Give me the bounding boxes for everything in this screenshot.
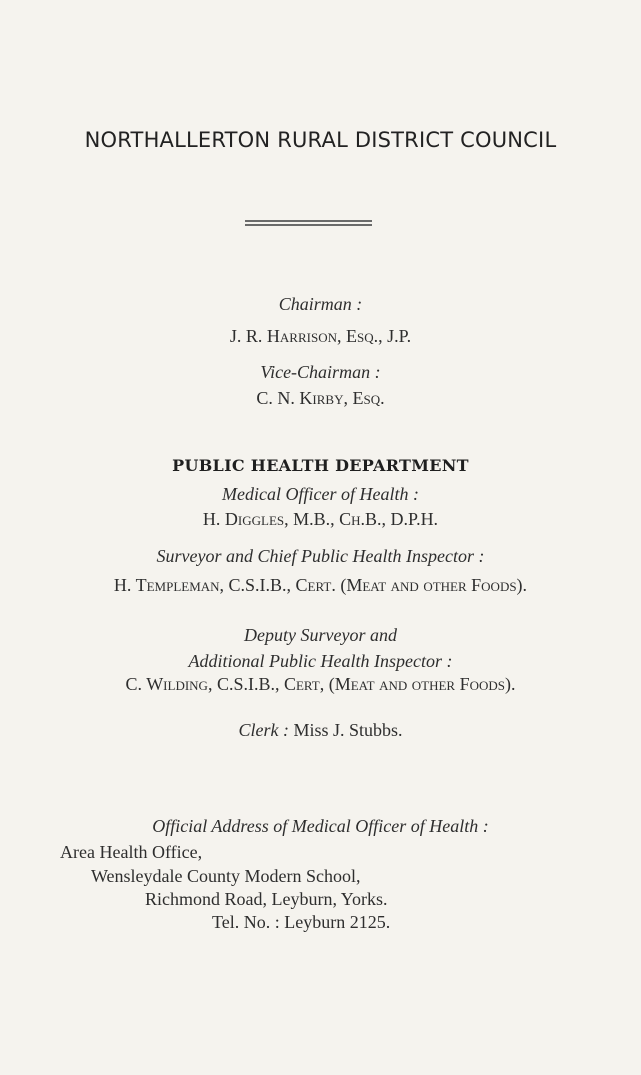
chairman-label: Chairman : [278, 294, 363, 314]
clerk-label: Clerk : [238, 720, 289, 740]
chairman-name: J. R. Harrison, Esq., J.P. [229, 326, 412, 346]
address-line-3: Richmond Road, Leyburn, Yorks. [145, 889, 388, 909]
double-rule-bottom [245, 224, 372, 226]
address-label: Official Address of Medical Officer of Health : [152, 816, 489, 836]
department-title: PUBLIC HEALTH DEPARTMENT [172, 456, 469, 475]
address-line-1: Area Health Office, [60, 842, 203, 862]
deputy-name: C. Wilding, C.S.I.B., Cert, (Meat and other Foods). [125, 674, 516, 694]
moh-name: H. Diggles, M.B., Ch.B., D.P.H. [202, 509, 439, 529]
vice-chairman-label: Vice-Chairman : [260, 362, 381, 382]
clerk-line [0, 720, 641, 741]
surveyor-name: H. Templeman, C.S.I.B., Cert. (Meat and other Foods). [113, 575, 528, 595]
double-rule-top [245, 220, 372, 222]
council-title: NORTHALLERTON RURAL DISTRICT COUNCIL [84, 128, 557, 152]
surveyor-label: Surveyor and Chief Public Health Inspector : [156, 546, 485, 566]
deputy-label-line1: Deputy Surveyor and [244, 625, 397, 645]
address-line-4: Tel. No. : Leyburn 2125. [212, 912, 391, 932]
vice-chairman-name: C. N. Kirby, Esq. [256, 388, 385, 408]
moh-label: Medical Officer of Health : [222, 484, 419, 504]
address-line-2: Wensleydale County Modern School, [91, 866, 361, 886]
clerk-name: Miss J. Stubbs. [293, 720, 403, 740]
deputy-label-line2: Additional Public Health Inspector : [188, 651, 453, 671]
